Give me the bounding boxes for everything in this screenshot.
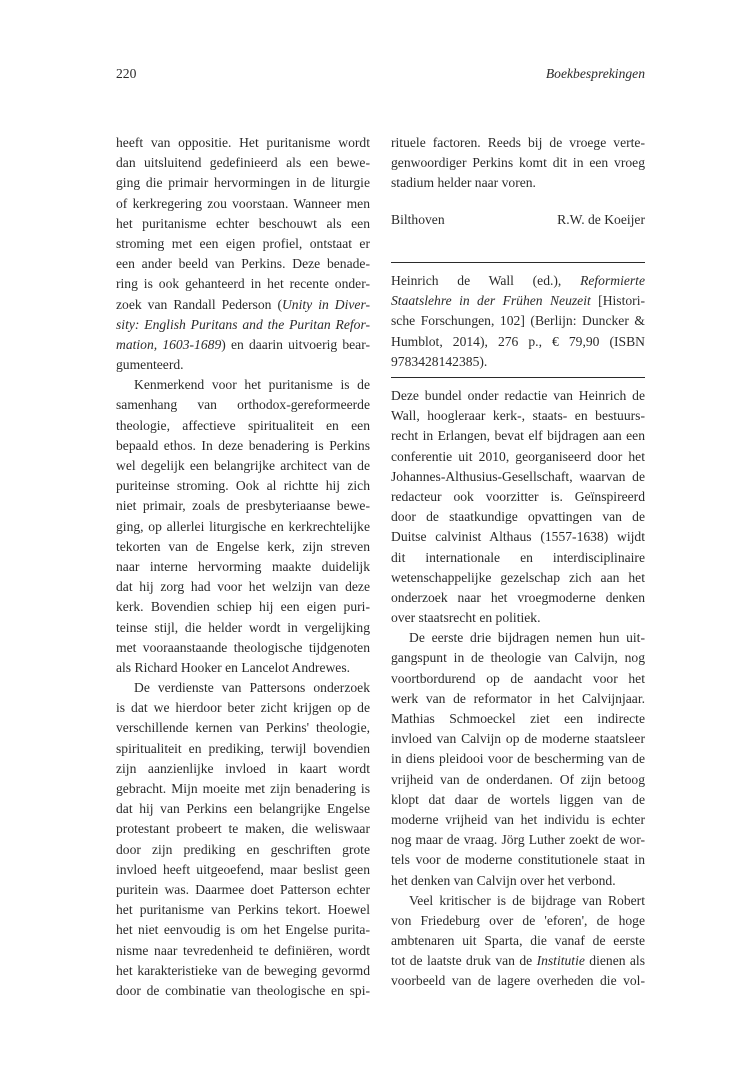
text-line: het puritanisme van Perkins tekort. Hoewel: [116, 902, 370, 918]
book-reference: [391, 271, 645, 372]
text-line: voorbeeld van de lagere overheden die vol-: [391, 973, 645, 989]
text-line: recht in Erlangen, bevat elf bijdragen aan een: [391, 428, 645, 444]
text-line: Johannes-Althusius-Gesellschaft, waarvan de: [391, 468, 645, 484]
text-line: ambtenaren uit Sparta, die vanaf de eerste: [391, 933, 645, 949]
text-line: De verdienste van Pattersons onderzoek: [134, 680, 370, 696]
text-line: [116, 295, 370, 315]
text-line: invloed van Calvijn op de moderne staatsleer: [391, 731, 645, 747]
text-line: protestant probeert te maken, die weliswaar: [116, 821, 370, 837]
text-line: ring is ook gehanteerd in het recente onder-: [116, 276, 370, 292]
divider-top: [391, 262, 645, 263]
text-line: het denken van Calvijn over het verbond.: [391, 872, 616, 888]
text-line: nisme naar tevredenheid te definiëren, wordt: [116, 942, 370, 958]
text-line: wel degelijk een belangrijke architect van de: [116, 458, 370, 473]
text-line: spiritualiteit en prediking, terwijl bovendien: [116, 740, 370, 756]
text-line: 9783428142385).: [391, 353, 488, 369]
text-line: theologie, affectieve spiritualiteit en een: [116, 417, 370, 433]
text-line: invloed heeft uitgeoefend, maar beslist geen: [116, 861, 370, 877]
text-line: [391, 951, 645, 971]
page-number: 220: [116, 66, 137, 81]
text-line: het puritanisme echter beschouwt als een: [116, 215, 370, 231]
text-line: verschillende kernen van Perkins' theologie,: [116, 720, 370, 736]
text-line: teinse stijl, die helder wordt in vergelijking: [116, 619, 370, 635]
text-line: stadium helder naar voren.: [391, 175, 536, 191]
text-line: tels voor de moderne constitutionele staat in: [391, 852, 645, 868]
text-line: heeft van oppositie. Het puritanisme wordt: [116, 135, 370, 150]
text-line: een ander beeld van Perkins. Deze benade-: [116, 256, 370, 272]
text-line: kerk. Bovendien schiep hij een eigen puri-: [116, 599, 370, 615]
text-line-part: [Histori-: [590, 293, 646, 309]
text-line: sche Forschungen, 102] (Berlijn: Duncker &: [391, 313, 645, 329]
text-line: [391, 271, 645, 291]
text-line: conferentie uit 2010, georganiseerd door het: [391, 448, 645, 464]
text-line-part: tot de laatste druk van de: [391, 953, 537, 969]
text-line: met vooraanstaande theologische tijdgenoten: [116, 639, 370, 655]
right-column-continuation: [391, 133, 645, 194]
text-line: puriteinse stroming. Ook al richtte hij zich: [116, 478, 370, 494]
text-line: wetenschappelijke gezelschap zich aan het: [391, 569, 645, 585]
text-line: Veel kritischer is de bijdrage van Robert: [409, 892, 645, 908]
text-line-part: dienen als: [584, 953, 645, 969]
text-line: [116, 335, 370, 355]
text-line: naar interne hervorming maakte duidelijk: [116, 558, 370, 574]
text-line: Mathias Schmoeckel ziet een indirecte: [391, 711, 645, 726]
text-line: dit internationale en interdisciplinaire: [391, 549, 645, 565]
text-line: ging die primair hervormingen in de liturgie: [116, 175, 370, 191]
text-line: of kerkregering zou voorstaan. Wanneer men: [116, 195, 370, 211]
text-line: gumenteerd.: [116, 357, 184, 373]
text-line: dat hij van Perkins een belangrijke Engelse: [116, 801, 370, 817]
text-line: [391, 291, 645, 311]
text-line: sity: English Puritans and the Puritan Refor-: [116, 316, 370, 332]
text-line: moderne vrijheid van het individu is echter: [391, 811, 645, 827]
text-line: werk van de reformator in het Calvijnjaar.: [391, 690, 645, 706]
left-column: [116, 133, 370, 1001]
text-line: niet primair, zoals de presbyteriaanse bewe-: [116, 498, 370, 514]
text-line: door de combinatie van theologische en spi-: [116, 982, 370, 998]
text-line: voortbordurend op de aandacht voor het: [391, 670, 645, 686]
text-line: De eerste drie bijdragen nemen hun uit-: [409, 630, 645, 646]
text-line: stroming met een eigen profiel, ontstaat er: [116, 235, 370, 251]
text-line: over staatsrecht en politiek.: [391, 610, 541, 626]
book-title: Institutie: [536, 953, 585, 969]
text-line: Deze bundel onder redactie van Heinrich de: [391, 388, 645, 403]
text-line: von Friedeburg over de 'eforen', de hoge: [391, 912, 645, 928]
book-title: Staatslehre in der Frühen Neuzeit: [391, 293, 591, 309]
book-title: mation, 1603-1689: [116, 336, 222, 352]
text-line: het niet eenvoudig is om het Engelse purita-: [116, 922, 370, 938]
text-line: het karakteristieke van de beweging gevormd: [116, 962, 370, 978]
text-line-part: Heinrich de Wall (ed.),: [391, 273, 581, 288]
text-line: bepaald ethos. In deze benadering is Perkins: [116, 437, 370, 453]
text-line: is dat we hierdoor beter zicht krijgen op de: [116, 700, 370, 716]
text-line: dat hij zorg had voor het welzijn van deze: [116, 579, 370, 595]
text-line-part: ) en daarin uitvoerig bear-: [221, 336, 371, 352]
text-line: samenhang van orthodox-gereformeerde: [116, 397, 370, 413]
text-line: Kenmerkend voor het puritanisme is de: [134, 377, 370, 393]
text-line: genwoordiger Perkins komt dit in een vroeg: [391, 155, 645, 171]
text-line: onderzoek naar het vroegmoderne denken: [391, 589, 645, 605]
text-line: rituele factoren. Reeds bij de vroege verte-: [391, 135, 645, 150]
text-line: gangspunt in de theologie van Calvijn, nog: [391, 650, 645, 666]
text-line: Humblot, 2014), 276 p., € 79,90 (ISBN: [391, 333, 645, 349]
text-line: door zijn prediking en geschriften grote: [116, 841, 370, 857]
book-title: Reformierte: [580, 273, 645, 288]
text-line: in diens pleidooi voor de bescherming van de: [391, 751, 645, 767]
reviewer-name: R.W. de Koeijer: [557, 212, 645, 227]
text-line: vrijheid van de onderdanen. Of zijn betoog: [391, 771, 645, 787]
review-body: [391, 386, 645, 992]
text-line: dan uitsluitend gedefinieerd als een bewe-: [116, 155, 370, 171]
text-line: puritein was. Daarmee doet Patterson echter: [116, 881, 370, 897]
running-title: Boekbesprekingen: [545, 66, 645, 81]
divider-bottom: [391, 377, 645, 378]
text-line: gebracht. Mijn moeite met zijn benadering is: [116, 781, 370, 796]
text-line: zijn aanzienlijke invloed in kaart wordt: [116, 760, 370, 776]
review-signature: [391, 212, 645, 232]
text-line: klopt dat daar de wortels liggen van de: [391, 791, 645, 807]
text-line: ging, op allerlei liturgische en kerkrechtelijke: [116, 518, 370, 534]
signature-place: Bilthoven: [391, 212, 445, 227]
text-line: als Richard Hooker en Lancelot Andrewes.: [116, 659, 351, 675]
text-line-part: zoek van Randall Pederson (: [116, 296, 282, 312]
text-line: door de staatkundige opvattingen van de: [391, 509, 645, 525]
text-line: tekorten van de Engelse kerk, zijn streven: [116, 538, 370, 554]
text-line: Wall, hoogleraar kerk-, staats- en bestuurs-: [391, 408, 645, 424]
book-title: Unity in Diver-: [281, 296, 370, 312]
text-line: redacteur ook voorzitter is. Geïnspireerd: [391, 488, 645, 504]
text-line: nog maar de vraag. Jörg Luther zoekt de wor-: [391, 832, 645, 848]
text-line: Duitse calvinist Althaus (1557-1638) wijdt: [391, 529, 645, 545]
